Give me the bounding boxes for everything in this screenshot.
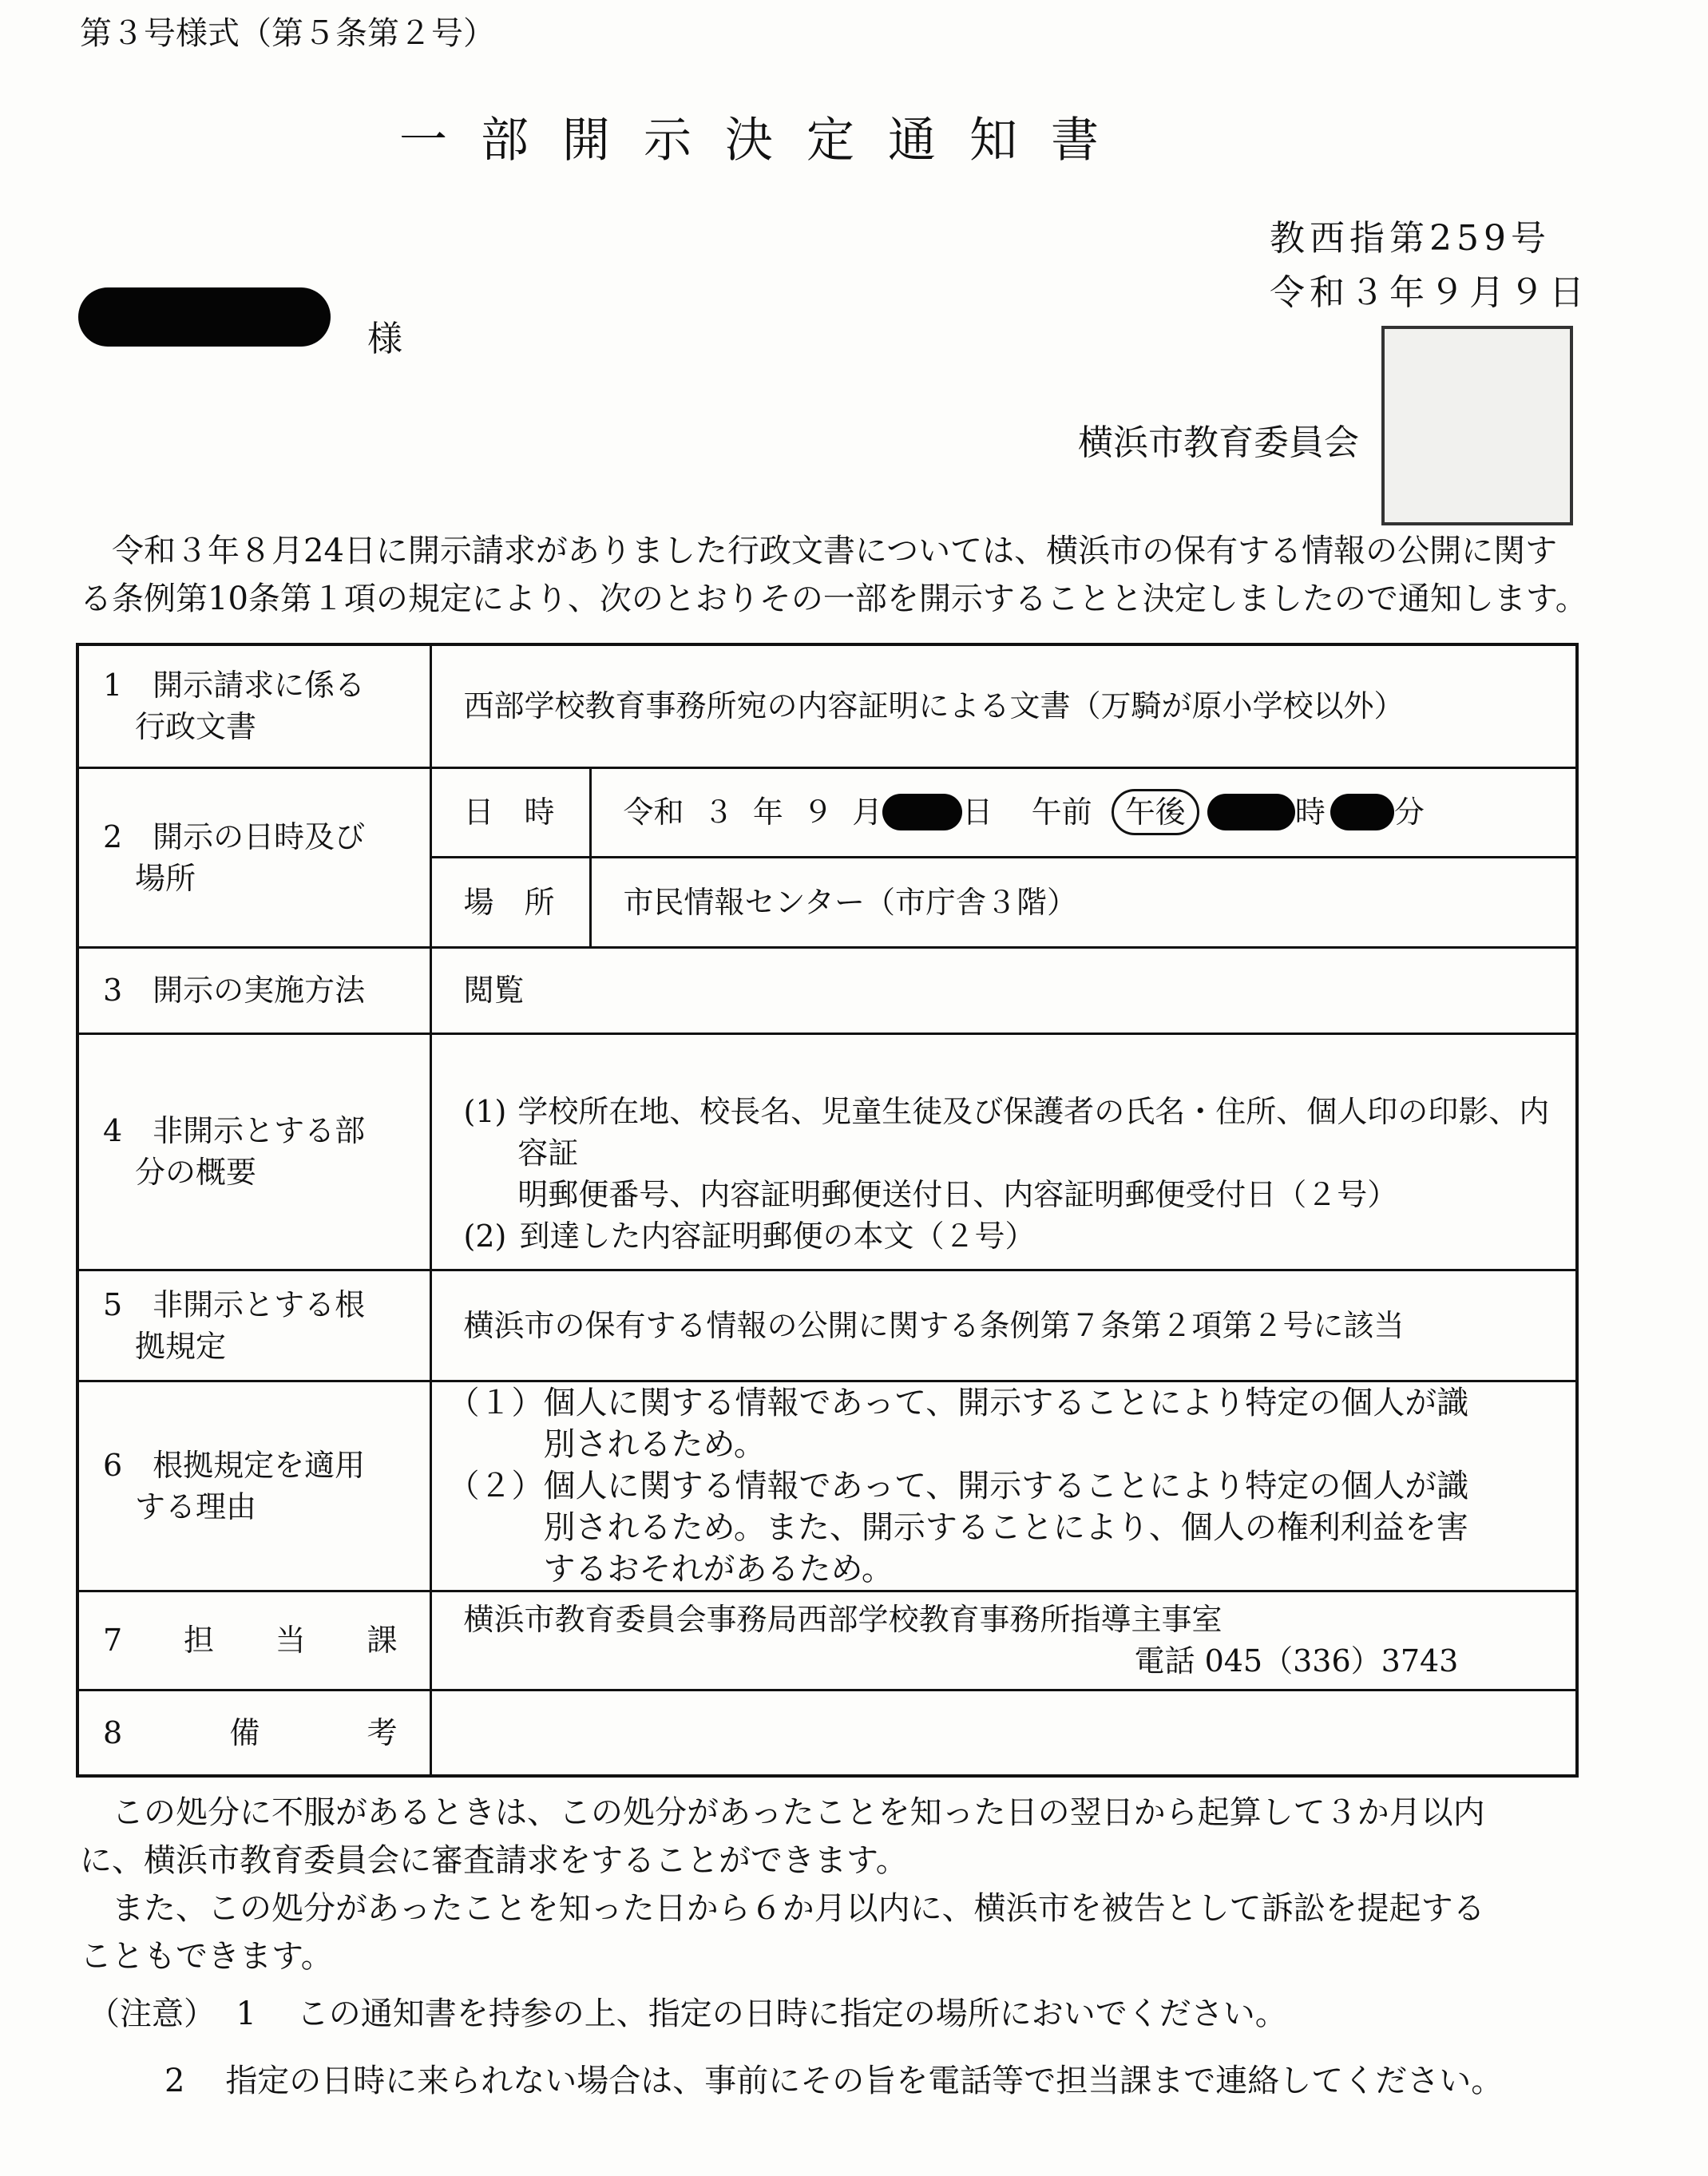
table-row: [77, 947, 1577, 1033]
day-unit: 日: [962, 795, 993, 830]
appeal-line: また、この処分があったことを知った日から６か月以内に、横浜市を被告として訴訟を提起する: [112, 1890, 1485, 1927]
row-label: [77, 1270, 430, 1381]
pm-option-circled: 午後: [1112, 789, 1199, 835]
note-item: [88, 2047, 1503, 2115]
item-text: [544, 1465, 1469, 1590]
list-item: [448, 1382, 1576, 1465]
hour-unit: 時: [1294, 795, 1326, 830]
document-title: 一部開示決定通知書: [399, 113, 1132, 168]
label-line: 場所: [135, 860, 196, 896]
phone-number: 電話 045（336）3743: [1134, 1643, 1459, 1679]
label-line: 拠規定: [135, 1328, 227, 1364]
notes-section: [88, 1980, 1503, 2115]
item-number: （２）: [447, 1467, 544, 1504]
note-item: [88, 1980, 1503, 2047]
issue-date: 令和３年９月９日: [1270, 272, 1589, 313]
item-text: [544, 1382, 1469, 1465]
am-option: 午前: [1031, 795, 1092, 830]
item-number: （１）: [447, 1384, 544, 1421]
place-subrow: [432, 858, 1576, 946]
label-line: 行政文書: [135, 709, 257, 745]
label-spread: [103, 1712, 430, 1754]
table-row: [77, 1690, 1577, 1776]
remarks: [430, 1690, 1577, 1776]
label-line: 1 開示請求に係る: [103, 668, 366, 704]
hour-redaction: [1207, 794, 1295, 830]
official-seal: [1381, 326, 1573, 525]
reference-number: 教西指第259号: [1270, 218, 1551, 259]
month: ９: [802, 795, 834, 830]
table-row: [77, 767, 1577, 947]
label-line: 2 開示の日時及び: [103, 818, 366, 854]
datetime-place-cell: [430, 767, 1577, 947]
basis-provision: 横浜市の保有する情報の公開に関する条例第７条第２項第２号に該当: [430, 1270, 1577, 1381]
reason-cell: [430, 1381, 1577, 1591]
item-line: するおそれがあるため。: [543, 1550, 894, 1587]
row-label: [77, 1690, 430, 1776]
note-text: この通知書を持参の上、指定の日時に指定の場所においでください。: [296, 1996, 1287, 2032]
row-label: [77, 644, 430, 767]
label-spread: [103, 1619, 430, 1661]
appeal-notice: [80, 1789, 1485, 1980]
label-line: 4 非開示とする部: [103, 1113, 366, 1148]
row-label: [77, 1033, 430, 1270]
datetime-value: [592, 769, 1425, 856]
day-redaction: [882, 794, 962, 830]
table-row: [77, 1033, 1577, 1270]
row-label: [77, 1381, 430, 1591]
label-char: 当: [275, 1623, 306, 1658]
table-row: [77, 1381, 1577, 1591]
item-line: 明郵便番号、内容証明郵便送付日、内容証明郵便受付日（２号）: [517, 1176, 1398, 1212]
notes-heading: （注意）: [88, 1996, 216, 2032]
label-char: 課: [367, 1623, 398, 1658]
row-label: [77, 1591, 430, 1690]
place-label: 場 所: [432, 858, 592, 946]
appeal-line: こともできます。: [80, 1938, 333, 1975]
year-unit: 年: [752, 795, 783, 830]
label-number: 8: [103, 1714, 123, 1750]
month-unit: 月: [852, 795, 883, 830]
disclosure-table: [76, 643, 1579, 1778]
label-line: 分の概要: [135, 1155, 257, 1190]
item-text: [517, 1091, 1575, 1215]
item-line: 学校所在地、校長名、児童生徒及び保護者の氏名・住所、個人印の印影、内容証: [517, 1093, 1550, 1171]
label-char: 考: [367, 1714, 398, 1750]
item-line: 個人に関する情報であって、開示することにより特定の個人が識: [543, 1467, 1469, 1504]
issuer-name: 横浜市教育委員会: [1078, 422, 1359, 463]
table-row: [77, 1270, 1577, 1381]
label-line: 5 非開示とする根: [103, 1286, 366, 1322]
item-line: 別されるため。また、開示することにより、個人の権利利益を害: [543, 1508, 1468, 1546]
appeal-line: に、横浜市教育委員会に審査請求をすることができます。: [80, 1842, 908, 1879]
datetime-subrow: [432, 769, 1576, 858]
item-line: 到達した内容証明郵便の本文（２号）: [519, 1218, 1036, 1254]
item-number: (2): [463, 1218, 507, 1254]
responsible-section: [430, 1591, 1577, 1690]
item-number: (1): [463, 1093, 507, 1129]
note-number: 2: [164, 2063, 185, 2099]
disclosure-method: 閲覧: [430, 947, 1577, 1033]
intro-line: 令和３年８月24日に開示請求がありました行政文書については、横浜市の保有する情報の公開に関す: [112, 533, 1558, 569]
note-number: 1: [236, 1996, 256, 2032]
non-disclosed-summary: [430, 1033, 1577, 1270]
minute-redaction: [1330, 794, 1394, 830]
list-item: [464, 1091, 1576, 1215]
item-line: 別されるため。: [543, 1425, 766, 1463]
label-char: 担: [183, 1623, 214, 1658]
intro-paragraph: [80, 527, 1587, 623]
list-item: [464, 1215, 1576, 1257]
row-label: 3 開示の実施方法: [77, 947, 430, 1033]
place-value: 市民情報センター（市庁舎３階）: [623, 884, 1077, 920]
label-line: する理由: [135, 1488, 257, 1524]
label-number: 7: [103, 1623, 123, 1658]
intro-line: る条例第10条第１項の規定により、次のとおりその一部を開示することと決定しましたので通知します。: [80, 581, 1587, 617]
label-line: 6 根拠規定を適用: [103, 1447, 366, 1483]
row-label: [77, 767, 430, 947]
table-row: [77, 644, 1577, 767]
recipient-name-redaction: [78, 287, 331, 347]
section-name: 横浜市教育委員会事務局西部学校教育事務所指導主事室: [463, 1602, 1223, 1637]
datetime-label: 日 時: [432, 769, 592, 856]
label-char: 備: [229, 1714, 260, 1750]
recipient-honorific: 様: [367, 319, 402, 359]
note-text: 指定の日時に来られない場合は、事前にその旨を電話等で担当課まで連絡してください。: [225, 2063, 1504, 2099]
appeal-line: この処分に不服があるときは、この処分があったことを知った日の翌日から起算して３か月以内: [112, 1794, 1485, 1831]
list-item: [448, 1465, 1576, 1590]
item-line: 個人に関する情報であって、開示することにより特定の個人が識: [543, 1384, 1469, 1421]
form-number: 第３号様式（第５条第２号）: [80, 15, 495, 52]
year: ３: [703, 795, 734, 830]
requested-document: 西部学校教育事務所宛の内容証明による文書（万騎が原小学校以外）: [430, 644, 1577, 767]
minute-unit: 分: [1393, 795, 1425, 830]
table-row: [77, 1591, 1577, 1690]
era: 令和: [623, 795, 684, 830]
